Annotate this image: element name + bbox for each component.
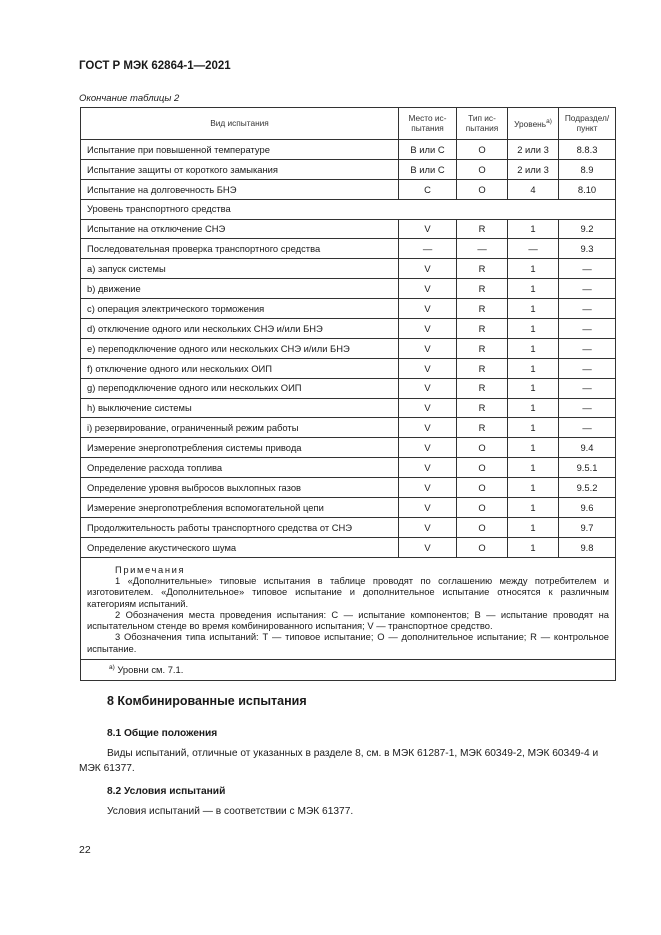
section-8-2-title: 8.2 Условия испытаний <box>107 786 226 797</box>
cell-level: 1 <box>508 378 559 398</box>
cell-place: V <box>399 458 457 478</box>
cell-subsection: — <box>559 299 616 319</box>
cell-level: 1 <box>508 299 559 319</box>
cell-level: 1 <box>508 219 559 239</box>
note-1: 1 «Дополнительные» типовые испытания в таблице проводят по соглашению между потребителем и изготовителем. «Дополнительное» типовое испытание и дополнительное испытание относятся к различным категориям испытаний. <box>87 574 609 609</box>
cell-subsection: — <box>559 358 616 378</box>
table-row <box>81 358 616 378</box>
cell-level: 1 <box>508 478 559 498</box>
footnote-text: Уровни см. 7.1. <box>114 664 184 676</box>
cell-subsection: 8.10 <box>559 179 616 199</box>
table-row <box>81 458 616 478</box>
cell-subsection: — <box>559 398 616 418</box>
table-row <box>81 159 616 179</box>
cell-kind: R <box>457 279 508 299</box>
table-row <box>81 517 616 537</box>
cell-kind: О <box>457 159 508 179</box>
col-level-footnote-mark: а) <box>546 117 552 125</box>
cell-level: 1 <box>508 259 559 279</box>
cell-place: — <box>399 239 457 259</box>
cell-subsection: 9.4 <box>559 438 616 458</box>
cell-test-name: Испытание на долговечность БНЭ <box>81 179 399 199</box>
cell-test-name: Определение расхода топлива <box>81 458 399 478</box>
note-3: 3 Обозначения типа испытаний: Т — типовое испытание; О — дополнительное испытание; R — контрольное испытание. <box>87 631 609 654</box>
cell-level: 4 <box>508 179 559 199</box>
table-caption: Окончание таблицы 2 <box>79 93 180 104</box>
cell-subsection: 9.8 <box>559 537 616 557</box>
cell-place: V <box>399 338 457 358</box>
cell-level: 2 или 3 <box>508 159 559 179</box>
cell-test-name: f) отключение одного или нескольких ОИП <box>81 358 399 378</box>
cell-subsection: 9.6 <box>559 498 616 518</box>
cell-kind: О <box>457 517 508 537</box>
table-row <box>81 338 616 358</box>
cell-place: V <box>399 418 457 438</box>
table-header-row <box>81 108 616 140</box>
cell-subsection: — <box>559 279 616 299</box>
cell-subsection: — <box>559 378 616 398</box>
col-place: Место ис- пытания <box>399 108 457 140</box>
cell-test-name: c) операция электрического торможения <box>81 299 399 319</box>
notes-title: Примечания <box>115 563 186 575</box>
cell-level: 1 <box>508 498 559 518</box>
cell-subsection: — <box>559 259 616 279</box>
section-8-1-title: 8.1 Общие положения <box>107 728 218 739</box>
cell-level: 1 <box>508 517 559 537</box>
notes-row <box>81 557 616 659</box>
cell-place: V <box>399 299 457 319</box>
cell-subsection: — <box>559 338 616 358</box>
note-2: 2 Обозначения места проведения испытания: С — испытание компонентов; В — испытание проводят на испытательном стенде во время комбинированного испытания; V — транспортное средство. <box>87 608 609 632</box>
cell-level: 1 <box>508 537 559 557</box>
cell-kind: О <box>457 478 508 498</box>
table-row <box>81 239 616 259</box>
cell-test-name: d) отключение одного или нескольких СНЭ и/или БНЭ <box>81 319 399 339</box>
cell-kind: О <box>457 498 508 518</box>
cell-subsection: 9.3 <box>559 239 616 259</box>
section-8-2-text: Условия испытаний — в соответствии с МЭК 61377. <box>107 806 354 817</box>
footnote-row <box>81 659 616 680</box>
cell-level: 1 <box>508 319 559 339</box>
cell-level: 1 <box>508 398 559 418</box>
cell-test-name: Продолжительность работы транспортного средства от СНЭ <box>81 517 399 537</box>
table-row <box>81 179 616 199</box>
cell-test-name: g) переподключение одного или нескольких ОИП <box>81 378 399 398</box>
cell-place: V <box>399 219 457 239</box>
cell-place: V <box>399 319 457 339</box>
cell-level: — <box>508 239 559 259</box>
footnote-mark: а) <box>109 664 115 672</box>
section-8-1-text: Виды испытаний, отличные от указанных в разделе 8, см. в МЭК 61287-1, МЭК 60349-2, МЭК 60349-4 и МЭК 61377. <box>79 748 599 774</box>
document-header: ГОСТ Р МЭК 62864-1—2021 <box>79 60 231 72</box>
cell-kind: О <box>457 537 508 557</box>
cell-subsection: 9.2 <box>559 219 616 239</box>
cell-place: V <box>399 259 457 279</box>
cell-place: V <box>399 438 457 458</box>
cell-place: С <box>399 179 457 199</box>
table-body <box>81 140 616 558</box>
cell-place: V <box>399 358 457 378</box>
cell-test-name: Измерение энергопотребления системы привода <box>81 438 399 458</box>
cell-kind: R <box>457 338 508 358</box>
cell-kind: — <box>457 239 508 259</box>
cell-kind: R <box>457 259 508 279</box>
cell-place: V <box>399 398 457 418</box>
cell-test-name: Испытание защиты от короткого замыкания <box>81 159 399 179</box>
cell-kind: О <box>457 140 508 160</box>
cell-level: 1 <box>508 279 559 299</box>
cell-place: V <box>399 517 457 537</box>
cell-test-name: Испытание на отключение СНЭ <box>81 219 399 239</box>
table-row <box>81 299 616 319</box>
cell-kind: R <box>457 358 508 378</box>
cell-subsection: 8.9 <box>559 159 616 179</box>
col-subsection: Подраздел/ пункт <box>559 108 616 140</box>
cell-place: В или С <box>399 140 457 160</box>
table-row <box>81 259 616 279</box>
cell-test-name: Испытание при повышенной температуре <box>81 140 399 160</box>
table-row <box>81 418 616 438</box>
cell-kind: R <box>457 319 508 339</box>
cell-test-name: e) переподключение одного или нескольких СНЭ и/или БНЭ <box>81 338 399 358</box>
cell-test-name: Последовательная проверка транспортного средства <box>81 239 399 259</box>
cell-place: V <box>399 498 457 518</box>
cell-place: V <box>399 279 457 299</box>
cell-test-name: a) запуск системы <box>81 259 399 279</box>
cell-kind: R <box>457 299 508 319</box>
table-row <box>81 398 616 418</box>
cell-subsection: 9.7 <box>559 517 616 537</box>
cell-level: 1 <box>508 438 559 458</box>
col-level <box>508 108 559 140</box>
footnote-cell <box>81 659 616 680</box>
cell-subsection: 9.5.1 <box>559 458 616 478</box>
cell-subsection: — <box>559 319 616 339</box>
cell-test-name: i) резервирование, ограниченный режим работы <box>81 418 399 438</box>
page-number: 22 <box>79 844 91 856</box>
cell-kind: О <box>457 179 508 199</box>
cell-test-name: b) движение <box>81 279 399 299</box>
table-group-row <box>81 199 616 219</box>
table-row <box>81 219 616 239</box>
table-row <box>81 478 616 498</box>
tests-table <box>80 107 616 681</box>
col-level-label: Уровень <box>514 118 547 129</box>
cell-subsection: 9.5.2 <box>559 478 616 498</box>
cell-level: 1 <box>508 338 559 358</box>
cell-kind: R <box>457 378 508 398</box>
notes-cell <box>81 557 616 659</box>
cell-kind: О <box>457 438 508 458</box>
table-row <box>81 438 616 458</box>
cell-kind: R <box>457 219 508 239</box>
cell-test-name: Определение акустического шума <box>81 537 399 557</box>
table-row <box>81 319 616 339</box>
cell-kind: R <box>457 398 508 418</box>
col-test-type: Вид испытания <box>81 108 399 140</box>
cell-test-name: h) выключение системы <box>81 398 399 418</box>
table-row <box>81 378 616 398</box>
cell-level: 1 <box>508 458 559 478</box>
cell-place: V <box>399 537 457 557</box>
cell-subsection: — <box>559 418 616 438</box>
cell-subsection: 8.8.3 <box>559 140 616 160</box>
cell-place: V <box>399 378 457 398</box>
cell-level: 1 <box>508 418 559 438</box>
table-row <box>81 140 616 160</box>
cell-kind: О <box>457 458 508 478</box>
section-8-title: 8 Комбинированные испытания <box>107 694 307 708</box>
group-label: Уровень транспортного средства <box>81 199 616 219</box>
cell-test-name: Определение уровня выбросов выхлопных газов <box>81 478 399 498</box>
cell-kind: R <box>457 418 508 438</box>
cell-place: В или С <box>399 159 457 179</box>
table-row <box>81 279 616 299</box>
col-kind: Тип ис- пытания <box>457 108 508 140</box>
cell-test-name: Измерение энергопотребления вспомогательной цепи <box>81 498 399 518</box>
table-row <box>81 537 616 557</box>
table-row <box>81 498 616 518</box>
cell-level: 1 <box>508 358 559 378</box>
cell-place: V <box>399 478 457 498</box>
cell-level: 2 или 3 <box>508 140 559 160</box>
